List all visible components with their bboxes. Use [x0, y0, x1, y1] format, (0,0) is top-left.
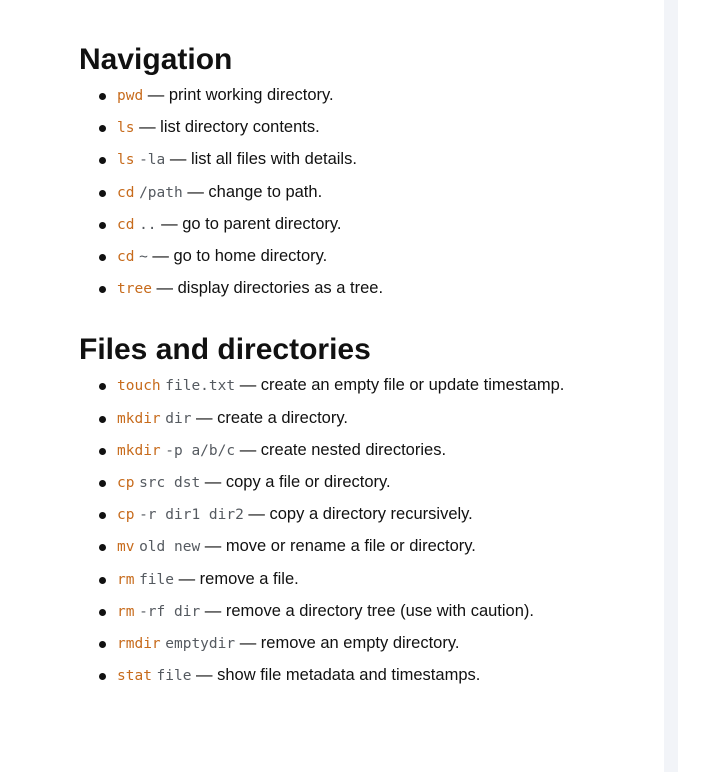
list-item: [117, 209, 649, 241]
command: mkdir: [117, 442, 161, 459]
navigation-command-list: [79, 80, 649, 305]
command: touch: [117, 378, 161, 395]
bullet-icon: [99, 286, 106, 293]
bullet-icon: [99, 222, 106, 229]
description: — change to path.: [187, 182, 323, 201]
command-args: -rf dir: [139, 603, 201, 620]
bullet-icon: [99, 416, 106, 423]
command: cp: [117, 507, 135, 524]
list-item: [117, 80, 649, 112]
command-args: ~: [139, 249, 148, 266]
description: — remove an empty directory.: [239, 634, 460, 653]
description: — go to parent directory.: [161, 214, 342, 233]
description: — list all files with details.: [169, 150, 357, 169]
list-item: [117, 273, 649, 305]
list-item: [117, 144, 649, 176]
description: — print working directory.: [147, 86, 334, 104]
description: — move or rename a file or directory.: [204, 537, 476, 556]
list-item: [117, 177, 649, 209]
command: cd: [117, 249, 135, 266]
command: stat: [117, 668, 152, 685]
list-item: [117, 596, 649, 628]
command-args: /path: [139, 184, 183, 201]
description: — create nested directories.: [239, 440, 447, 459]
bullet-icon: [99, 641, 106, 648]
command-args: dir: [165, 410, 192, 427]
list-item: [117, 531, 649, 563]
bullet-icon: [99, 157, 106, 164]
section-heading-files: Files and directories: [79, 333, 371, 367]
command: rmdir: [117, 636, 161, 653]
command: tree: [117, 281, 152, 298]
bullet-icon: [99, 673, 106, 680]
bullet-icon: [99, 609, 106, 616]
command-args: file: [139, 571, 174, 588]
command-args: src dst: [139, 475, 201, 492]
command-args: old new: [139, 539, 201, 556]
list-item: [117, 403, 649, 435]
command: mv: [117, 539, 135, 556]
command-args: -la: [139, 152, 166, 169]
command: ls: [117, 152, 135, 169]
command-args: -r dir1 dir2: [139, 507, 244, 524]
description: — remove a file.: [178, 569, 299, 588]
command: ls: [117, 120, 135, 137]
description: — create an empty file or update timestamp.: [239, 376, 565, 395]
command: mkdir: [117, 410, 161, 427]
bullet-icon: [99, 93, 106, 100]
description: — go to home directory.: [152, 247, 328, 266]
list-item: [117, 435, 649, 467]
bullet-icon: [99, 190, 106, 197]
files-command-list: [79, 370, 649, 692]
command-args: -p a/b/c: [165, 442, 236, 459]
section-heading-navigation: Navigation: [79, 43, 233, 76]
document-content: [79, 40, 649, 692]
bullet-icon: [99, 383, 106, 390]
description: — remove a directory tree (use with caution).: [204, 601, 534, 620]
list-item: [117, 467, 649, 499]
description: — create a directory.: [196, 408, 348, 427]
bullet-icon: [99, 544, 106, 551]
bullet-icon: [99, 577, 106, 584]
list-item: [117, 499, 649, 531]
description: — display directories as a tree.: [156, 279, 384, 298]
list-item: [117, 628, 649, 660]
bullet-icon: [99, 254, 106, 261]
command: cd: [117, 216, 135, 233]
scrollbar-track[interactable]: [664, 0, 678, 772]
list-item: [117, 660, 649, 692]
description: — list directory contents.: [139, 118, 320, 137]
command: rm: [117, 603, 135, 620]
command: rm: [117, 571, 135, 588]
description: — copy a file or directory.: [204, 473, 391, 492]
command: cd: [117, 184, 135, 201]
command-args: file.txt: [165, 378, 236, 395]
list-item: [117, 112, 649, 144]
command: cp: [117, 475, 135, 492]
command: pwd: [117, 88, 144, 104]
list-item: [117, 241, 649, 273]
bullet-icon: [99, 448, 106, 455]
command-args: file: [156, 668, 192, 685]
command-args: emptydir: [165, 636, 236, 653]
command-args: ..: [139, 216, 157, 233]
bullet-icon: [99, 480, 106, 487]
bullet-icon: [99, 512, 106, 519]
list-item: [117, 370, 649, 402]
bullet-icon: [99, 125, 106, 132]
list-item: [117, 564, 649, 596]
description: — show file metadata and timestamps.: [196, 666, 481, 685]
description: — copy a directory recursively.: [248, 505, 473, 524]
